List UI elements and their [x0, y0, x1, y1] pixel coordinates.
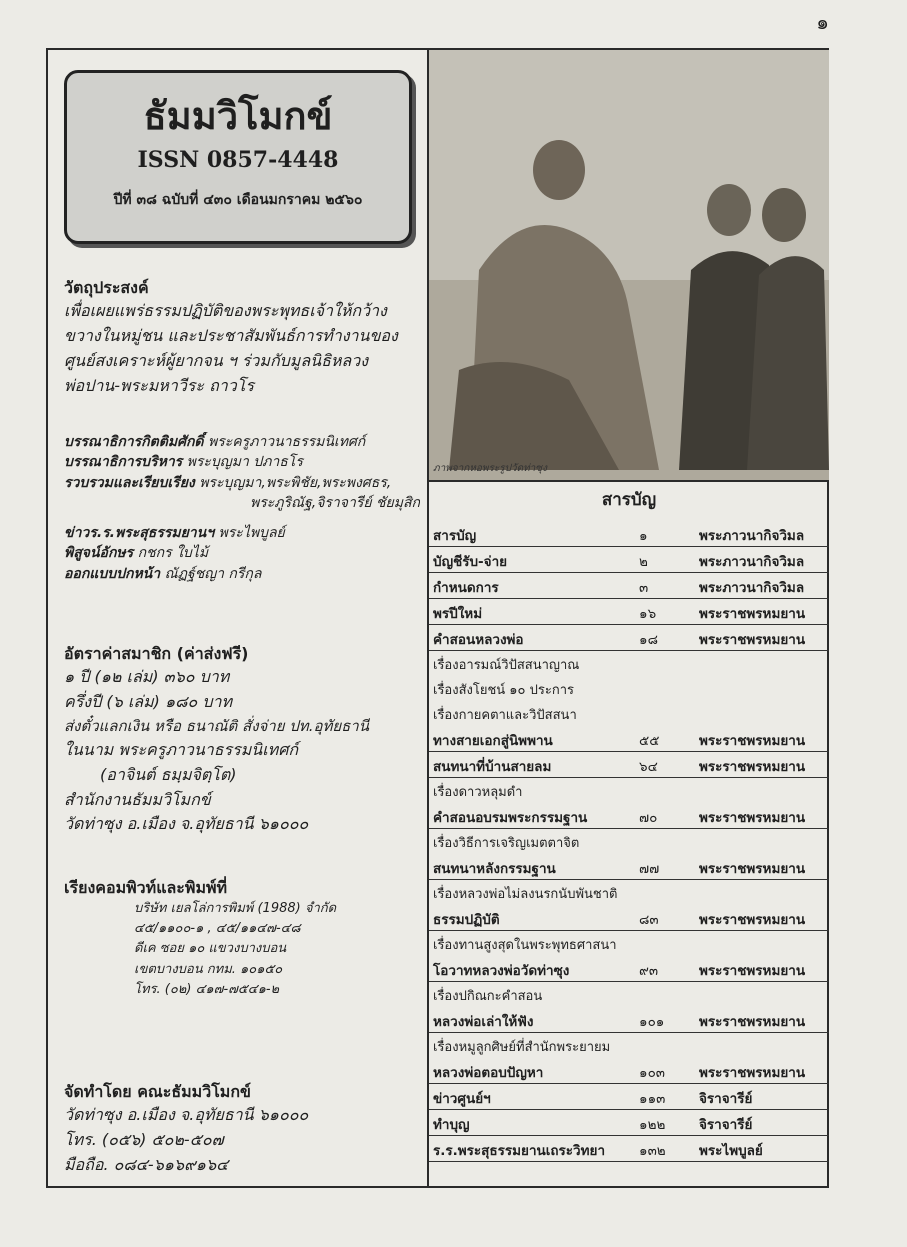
- staff-name: พระบุญมา ปภาธโร: [186, 454, 303, 471]
- toc-entry-title: คำสอนอบรมพระกรรมฐาน: [433, 810, 588, 826]
- toc-subentry: [429, 880, 829, 905]
- toc-entry-author: พระไพบูลย์: [699, 1143, 763, 1159]
- toc-entry-author: พระภาวนากิจวิมล: [699, 580, 805, 596]
- toc-entry-title: หลวงพ่อเล่าให้ฟัง: [433, 1014, 534, 1030]
- toc-entry: [429, 1084, 829, 1110]
- toc-entry: [429, 521, 829, 547]
- subscription-line: ส่งตั๋วแลกเงิน หรือ ธนาณัติ สั่งจ่าย ปท.อุทัยธานี: [64, 716, 369, 735]
- toc-entry-title: เรื่องดาวหลุมดำ: [433, 785, 523, 800]
- staff-role: ออกแบบปกหน้า: [64, 565, 161, 582]
- toc-entry-author: พระราชพรหมยาน: [699, 733, 806, 749]
- toc-subentry: [429, 778, 829, 803]
- toc-entry-author: พระราชพรหมยาน: [699, 606, 806, 622]
- staff-name: พระครูภาวนาธรรมนิเทศก์: [207, 434, 366, 450]
- left-column: [48, 50, 427, 1186]
- staff-name: พระภูริณัฐ,จิราจารีย์ ชัยมุสิก: [250, 494, 420, 511]
- toc-entry-page: ๙๓: [639, 963, 659, 979]
- toc-entry-page: ๑๒๒: [639, 1117, 666, 1133]
- printing-line: ดีเค ซอย ๑๐ แขวงบางบอน: [134, 941, 287, 957]
- toc-entry-author: พระภาวนากิจวิมล: [699, 554, 805, 570]
- toc-entry: [429, 573, 829, 599]
- toc-entry-page: ๖๔: [639, 759, 658, 775]
- subscription-section: [64, 642, 420, 837]
- toc-entry-author: พระราชพรหมยาน: [699, 1014, 806, 1030]
- photo-illustration: [429, 50, 829, 480]
- toc-entry-title: ทางสายเอกสู่นิพพาน: [433, 733, 553, 749]
- subscription-line: สำนักงานธัมมวิโมกข์: [64, 789, 211, 809]
- toc-entry-author: พระภาวนากิจวิมล: [699, 528, 805, 544]
- magazine-title: ธัมมวิโมกข์: [143, 93, 333, 138]
- staff-role: รวบรวมและเรียบเรียง: [64, 474, 195, 491]
- toc-entry-author: พระราชพรหมยาน: [699, 632, 806, 648]
- objective-line: ศูนย์สงเคราะห์ผู้ยากจน ฯ ร่วมกับมูลนิธิหลวง: [64, 350, 368, 370]
- toc-entry-title: ทำบุญ: [433, 1117, 470, 1133]
- staff-section: [64, 432, 420, 584]
- toc-title: สารบัญ: [601, 490, 657, 510]
- toc-subentry: [429, 931, 829, 956]
- objective-line: เพื่อเผยแพร่ธรรมปฏิบัติของพระพุทธเจ้าให้กว้าง: [64, 301, 387, 321]
- toc-entry-page: ๕๕: [639, 733, 660, 749]
- toc-entry-author: พระราชพรหมยาน: [699, 861, 806, 877]
- publisher-line: มือถือ. ๐๘๔-๖๑๖๙๑๖๔: [64, 1154, 229, 1174]
- toc-entry-page: ๑๓๒: [639, 1143, 666, 1159]
- subscription-line: ในนาม พระครูภาวนาธรรมนิเทศก์: [64, 740, 299, 760]
- toc-entry-title: พรปีใหม่: [433, 606, 483, 622]
- toc-entry-title: เรื่องทานสูงสุดในพระพุทธศาสนา: [433, 938, 617, 953]
- toc-entry-title: ธรรมปฏิบัติ: [433, 912, 500, 928]
- toc-entry-title: ร.ร.พระสุธรรมยานเถระวิทยา: [433, 1143, 606, 1159]
- toc-entry-page: ๗๐: [639, 810, 658, 826]
- publisher-line: โทร. (๐๕๖) ๕๐๒-๕๐๗: [64, 1129, 224, 1149]
- printing-section: [64, 876, 420, 1000]
- masthead-box: [64, 70, 412, 244]
- printing-line: โทร. (๐๒) ๔๑๗-๗๕๔๑-๒: [134, 981, 280, 997]
- toc-entry: [429, 547, 829, 573]
- issue-info: ปีที่ ๓๘ ฉบับที่ ๔๓๐ เดือนมกราคม ๒๕๖๐: [113, 191, 363, 208]
- toc-entry-title: เรื่องอารมณ์วิปัสสนาญาณ: [433, 658, 580, 673]
- toc-entry-author: จิราจารีย์: [699, 1117, 753, 1133]
- publisher-section: [64, 1080, 420, 1178]
- toc-entry: [429, 599, 829, 625]
- toc-entry: [429, 1136, 829, 1162]
- toc-entry-page: ๒: [639, 554, 648, 570]
- toc-entry-page: ๘๓: [639, 912, 659, 928]
- staff-name: กชกร ใบไม้: [137, 545, 209, 562]
- publisher-heading: จัดทำโดย คณะธัมมวิโมกข์: [64, 1082, 251, 1101]
- page-frame: [46, 48, 829, 1188]
- table-of-contents: [429, 482, 829, 1162]
- staff-row: [64, 543, 420, 563]
- subscription-line: ๑ ปี (๑๒ เล่ม) ๓๖๐ บาท: [64, 667, 230, 687]
- toc-entry-title: กำหนดการ: [433, 580, 499, 596]
- objective-line: พ่อปาน-พระมหาวีระ ถาวโร: [64, 375, 254, 395]
- staff-name: พระบุญมา,พระพิชัย,พระพงศธร,: [199, 474, 392, 491]
- toc-subentry: [429, 982, 829, 1007]
- staff-name: พระไพบูลย์: [218, 525, 285, 542]
- toc-entry: [429, 854, 829, 880]
- toc-entry: [429, 1058, 829, 1084]
- toc-entry: [429, 905, 829, 931]
- toc-entry: [429, 726, 829, 752]
- toc-entry-page: ๑๖: [639, 606, 657, 622]
- objective-section: [64, 276, 420, 398]
- staff-name: ณัฏฐ์ชญา กรีกุล: [164, 565, 262, 582]
- printing-line: บริษัท เยลโล่การพิมพ์ (1988) จำกัด: [134, 901, 337, 917]
- printing-line: ๔๕/๑๑๐๐-๑ , ๔๕/๑๑๔๗-๔๘: [134, 921, 301, 937]
- staff-row: [64, 493, 420, 513]
- toc-subentry: [429, 1033, 829, 1058]
- objective-line: ขวางในหมู่ชน และประชาสัมพันธ์การทำงานของ: [64, 325, 398, 345]
- toc-entry-title: บัญชีรับ-จ่าย: [433, 554, 508, 570]
- publisher-line: วัดท่าซุง อ.เมือง จ.อุทัยธานี ๖๑๐๐๐: [64, 1105, 309, 1125]
- toc-entry: [429, 752, 829, 778]
- toc-entry-title: เรื่องหมูลูกศิษย์ที่สำนักพระยายม: [433, 1040, 611, 1055]
- toc-entry: [429, 956, 829, 982]
- toc-entry-author: จิราจารีย์: [699, 1091, 753, 1107]
- toc-entry-page: ๑๐๓: [639, 1065, 666, 1081]
- issn-number: ISSN 0857-4448: [137, 146, 339, 173]
- subscription-heading: อัตราค่าสมาชิก (ค่าส่งฟรี): [64, 644, 249, 663]
- subscription-line: วัดท่าซุง อ.เมือง จ.อุทัยธานี ๖๑๐๐๐: [64, 814, 309, 834]
- printing-line: เขตบางบอน กทม. ๑๐๑๕๐: [134, 961, 283, 977]
- toc-entry-title: สารบัญ: [433, 528, 477, 544]
- cover-photo: [429, 50, 829, 482]
- toc-entry-page: ๗๗: [639, 861, 660, 877]
- photo-caption: ภาพจากหอพระรูปวัดท่าซุง: [433, 463, 547, 474]
- toc-subentry: [429, 676, 829, 701]
- toc-entry-page: ๑๐๑: [639, 1014, 665, 1030]
- toc-entry: [429, 803, 829, 829]
- toc-entry-title: โอวาทหลวงพ่อวัดท่าซุง: [433, 963, 570, 979]
- staff-row: [64, 523, 420, 543]
- toc-entry: [429, 1110, 829, 1136]
- toc-rows: [429, 521, 829, 1162]
- toc-entry-title: เรื่องหลวงพ่อไม่ลงนรกนับพันชาติ: [433, 887, 618, 902]
- staff-role: บรรณาธิการกิตติมศักดิ์: [64, 434, 204, 450]
- toc-entry-title: เรื่องกายคตาและวิปัสสนา: [433, 708, 577, 723]
- toc-subentry: [429, 701, 829, 726]
- staff-row: [64, 564, 420, 584]
- toc-entry-page: ๑๘: [639, 632, 658, 648]
- toc-entry-title: สนทนาที่บ้านสายลม: [433, 759, 552, 775]
- toc-entry-title: คำสอนหลวงพ่อ: [433, 632, 524, 648]
- page-number: ๑: [816, 10, 829, 34]
- staff-row: [64, 452, 420, 472]
- toc-entry-author: พระราชพรหมยาน: [699, 810, 806, 826]
- objective-heading: วัตถุประสงค์: [64, 278, 149, 297]
- toc-entry-title: เรื่องสังโยชน์ ๑๐ ประการ: [433, 683, 574, 698]
- toc-subentry: [429, 651, 829, 676]
- printing-heading: เรียงคอมพิวท์และพิมพ์ที่: [64, 878, 228, 897]
- toc-entry-title: เรื่องปกิณกะคำสอน: [433, 989, 543, 1004]
- staff-role: ข่าวร.ร.พระสุธรรมยานฯ: [64, 525, 215, 542]
- toc-entry-page: ๑: [639, 528, 648, 544]
- toc-entry-author: พระราชพรหมยาน: [699, 963, 806, 979]
- staff-role: พิสูจน์อักษร: [64, 545, 134, 562]
- staff-role: บรรณาธิการบริหาร: [64, 454, 183, 471]
- toc-entry-author: พระราชพรหมยาน: [699, 1065, 806, 1081]
- staff-row: [64, 473, 420, 493]
- toc-entry-author: พระราชพรหมยาน: [699, 912, 806, 928]
- staff-row: [64, 432, 420, 452]
- toc-entry-title: เรื่องวิธีการเจริญเมตตาจิต: [433, 836, 580, 851]
- subscription-line: ครึ่งปี (๖ เล่ม) ๑๘๐ บาท: [64, 691, 233, 711]
- toc-entry-page: ๓: [639, 580, 649, 596]
- toc-entry-author: พระราชพรหมยาน: [699, 759, 806, 775]
- toc-entry-title: หลวงพ่อตอบปัญหา: [433, 1065, 544, 1081]
- toc-entry: [429, 1007, 829, 1033]
- subscription-line: (อาจินต์ ธมฺมจิตฺโต): [100, 764, 237, 784]
- toc-entry-title: ข่าวศูนย์ฯ: [433, 1091, 491, 1107]
- toc-subentry: [429, 829, 829, 854]
- toc-entry: [429, 625, 829, 651]
- toc-entry-title: สนทนาหลังกรรมฐาน: [433, 861, 556, 877]
- toc-entry-page: ๑๑๓: [639, 1091, 666, 1107]
